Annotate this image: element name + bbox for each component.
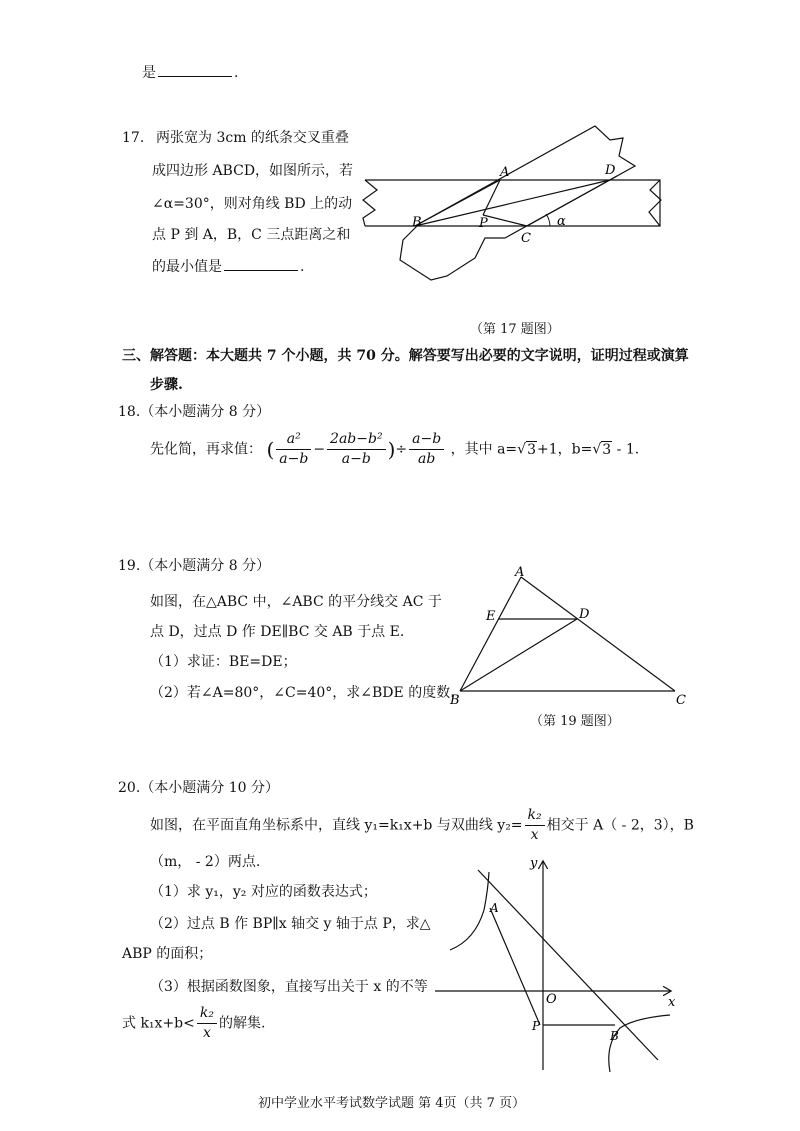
q19-line: （1）求证：BE=DE； [150,654,297,670]
angle-alpha-label: α [557,214,566,229]
fraction-k2-x: $\frac{\text{k₂}}{x}$ [525,806,545,845]
q19-caption: （第 19 题图） [530,714,620,729]
q17-line: 成四边形 ABCD，如图所示，若 [152,163,354,179]
q19-line: 如图，在△ABC 中，∠ABC 的平分线交 AC 于 [150,594,442,610]
answer-blank[interactable] [158,62,232,77]
q20-header: 20.（本小题满分 10 分） [118,780,279,796]
q17-line: 两张宽为 3cm 的纸条交叉重叠 [156,130,349,146]
side-AC [521,577,675,691]
line-y1 [478,870,658,1060]
q18-header: 18.（本小题满分 8 分） [118,404,271,420]
q20-line: （m， - 2）两点. [150,854,261,870]
slanted-strip-torn-end [400,226,505,280]
segment-PC [483,215,527,226]
section-heading-cont: 步骤. [150,377,183,393]
side-CD [527,176,617,226]
q20-line-last: 式 k₁x+b< $\frac{\text{k₂}}{x}$ 的解集. [122,1005,266,1041]
fraction-2: $\frac{\text{2ab−b²}}{a-b}$ [327,430,386,469]
y-axis-label: y [530,856,538,871]
q17-line-last: 的最小值是 . [152,256,304,277]
q16-tail: 是 . [142,62,238,83]
bisector-BD [460,619,577,691]
q19-figure [440,562,700,712]
fraction-3: $\frac{a-b}{ab}$ [409,430,444,469]
q17-line: 点 P 到 A，B，C 三点距离之和 [152,227,351,243]
hyperbola-branch-lower-right [609,1015,670,1072]
point-A-label: A [515,565,525,580]
q17-figure [355,118,685,298]
q17-number: 17. [122,130,145,146]
point-B-label: B [412,215,422,230]
q20-line: （1）求 y₁，y₂ 对应的函数表达式； [150,884,377,900]
q19-header: 19.（本小题满分 8 分） [118,558,271,574]
fraction-1: $\frac{\text{a²}}{a-b}$ [276,430,311,469]
hyperbola-branch-upper-left [450,872,489,950]
q17-line: ∠α=30°，则对角线 BD 上的动 [152,196,353,212]
torn-edge-left [363,180,377,226]
q20-line: （2）过点 B 作 BP∥x 轴交 y 轴于点 P，求△ [150,916,431,932]
q19-line: （2）若∠A=80°，∠C=40°，求∠BDE 的度数. [150,685,455,701]
point-B-label: B [450,693,460,708]
angle-alpha-arc [546,214,550,226]
point-D-label: D [605,163,616,178]
fraction-k2-x: $\frac{\text{k₂}}{x}$ [197,1004,217,1043]
diagonal-BD [415,180,610,226]
point-P-label: P [479,216,488,231]
origin-label: O [546,992,557,1007]
q18-expression: 先化简，再求值： ( $\frac{\text{a²}}{a-b}$ − $\frac{\text{2ab−b²}}{a-b}$ )÷ $\frac{a-b}{ab}$ ，其中 a=√3+1，b=√3 - 1. [150,431,640,467]
point-C-label: C [676,693,686,708]
q20-line: ABP 的面积； [122,946,213,962]
point-P-label: P [532,1019,541,1033]
point-E-label: E [486,609,496,624]
point-A-label: A [490,901,499,915]
point-D-label: D [579,607,590,622]
page-footer: 初中学业水平考试数学试题 第 4页（共 7 页） [258,1096,526,1111]
point-C-label: C [521,231,531,246]
q20-figure [430,850,690,1080]
torn-edge-right [649,180,661,226]
point-B-label: B [610,1029,619,1043]
x-axis-label: x [668,995,676,1010]
point-A-label: A [500,165,510,180]
segment-AP [490,908,540,1025]
answer-blank[interactable] [224,256,298,271]
side-AB [460,577,521,691]
q20-line: （3）根据函数图象，直接写出关于 x 的不等 [150,979,428,995]
q20-line-1: 如图，在平面直角坐标系中，直线 y₁=k₁x+b 与双曲线 y₂= $\frac{\text{k₂}}{x}$ 相交于 A（ - 2，3），B [150,807,694,843]
section-heading: 三、解答题：本大题共 7 个小题，共 70 分。解答要写出必要的文字说明，证明过程或演算 [122,348,689,364]
q17-caption: （第 17 题图） [470,322,560,337]
q19-line: 点 D，过点 D 作 DE∥BC 交 AB 于点 E. [150,624,405,640]
